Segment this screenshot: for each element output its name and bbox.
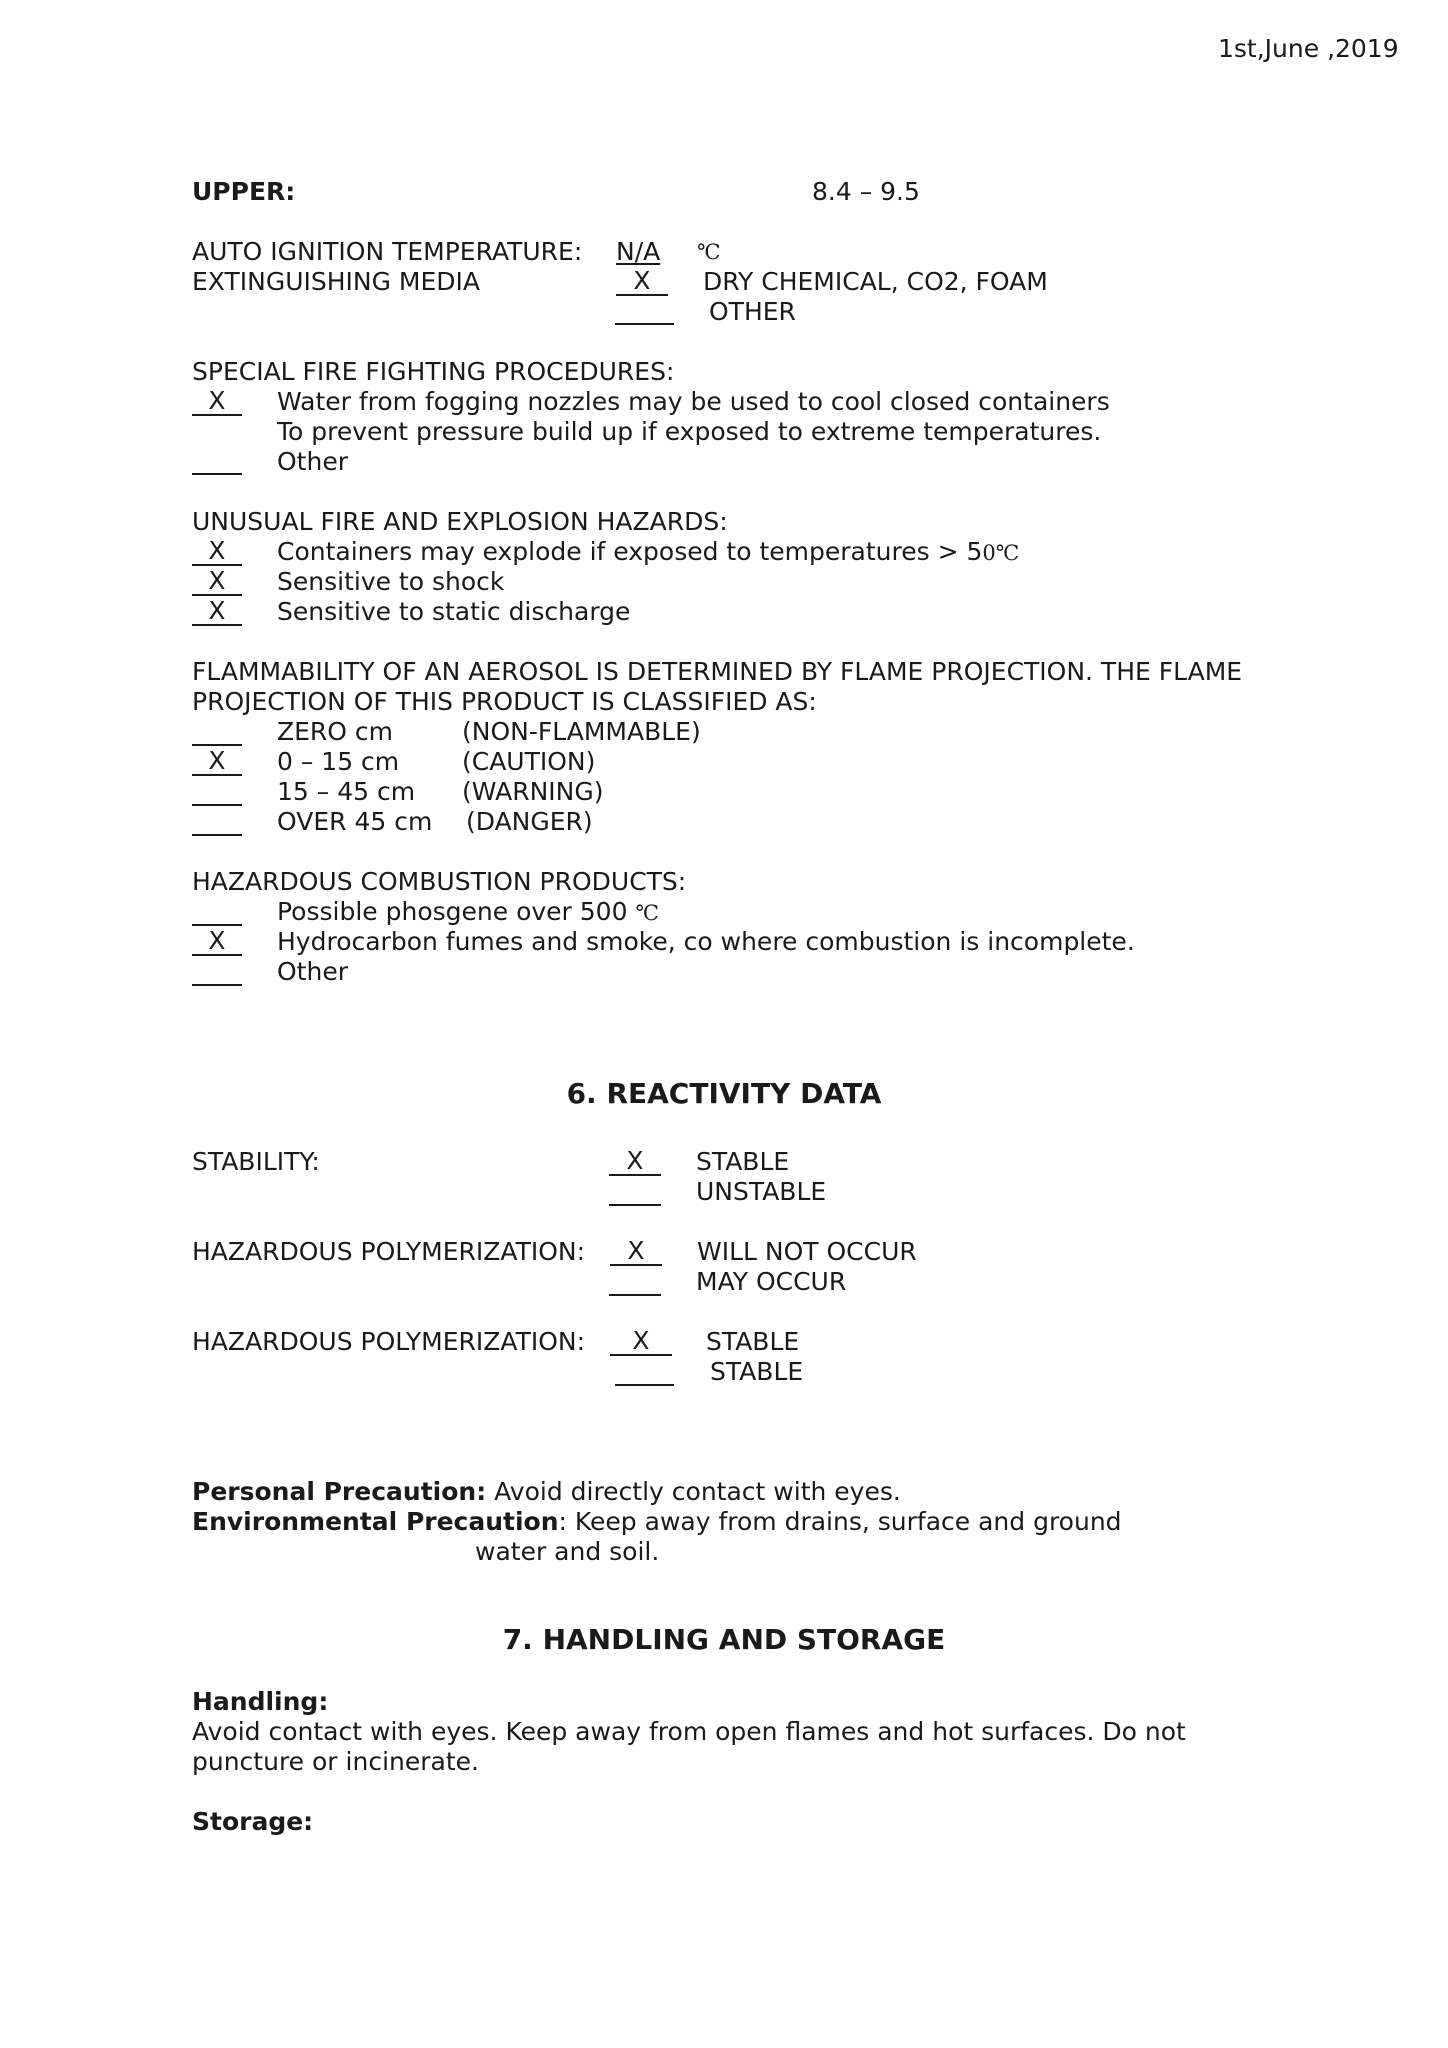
environmental-precaution (192, 1507, 1122, 1537)
polymerization-1-mark-2 (609, 1268, 661, 1296)
auto-ignition-label: AUTO IGNITION TEMPERATURE: (192, 237, 583, 266)
unusual-item-2: Sensitive to shock (277, 567, 505, 596)
combustion-title: HAZARDOUS COMBUSTION PRODUCTS: (192, 867, 687, 896)
unusual-item-3: Sensitive to static discharge (277, 597, 631, 626)
polymerization-1-option-2: MAY OCCUR (696, 1267, 847, 1296)
environmental-precaution-cont: water and soil. (475, 1537, 660, 1566)
special-mark-1: X (192, 388, 242, 416)
unusual-item-1 (277, 537, 1019, 568)
unusual-mark-2: X (192, 568, 242, 596)
unusual-mark-1: X (192, 538, 242, 566)
unusual-item-1-temp: 0℃ (982, 541, 1020, 565)
special-item-1: Water from fogging nozzles may be used to cool closed containers (277, 387, 1110, 416)
extinguishing-label: EXTINGUISHING MEDIA (192, 267, 481, 296)
special-procedures-title: SPECIAL FIRE FIGHTING PROCEDURES: (192, 357, 675, 386)
handling-label: Handling: (192, 1687, 329, 1716)
combustion-mark-3 (192, 958, 242, 986)
flame-range-4: OVER 45 cm (277, 807, 433, 836)
flame-range-3: 15 – 45 cm (277, 777, 416, 806)
special-item-1-cont: To prevent pressure build up if exposed to extreme temperatures. (277, 417, 1102, 446)
polymerization-2-mark-2 (615, 1358, 674, 1386)
flammability-text-2: PROJECTION OF THIS PRODUCT IS CLASSIFIED AS: (192, 687, 817, 716)
stability-label: STABILITY: (192, 1147, 320, 1176)
combustion-item-2: Hydrocarbon fumes and smoke, co where combustion is incomplete. (277, 927, 1135, 956)
combustion-mark-2: X (192, 928, 242, 956)
unusual-item-1-text: Containers may explode if exposed to temperatures > 5 (277, 537, 983, 566)
environmental-precaution-text: : Keep away from drains, surface and ground (558, 1507, 1122, 1536)
stability-option-2: UNSTABLE (696, 1177, 827, 1206)
combustion-item-3: Other (277, 957, 348, 986)
flame-class-3: (WARNING) (462, 777, 604, 806)
auto-ignition-value: N/A (616, 237, 661, 266)
polymerization-2-option-1: STABLE (706, 1327, 800, 1356)
polymerization-2-option-2: STABLE (710, 1357, 804, 1386)
special-item-other: Other (277, 447, 348, 476)
flame-range-1: ZERO cm (277, 717, 394, 746)
handling-text-2: puncture or incinerate. (192, 1747, 479, 1776)
extinguishing-mark-dry: X (616, 268, 668, 296)
extinguishing-mark-other (615, 297, 674, 325)
flammability-text-1: FLAMMABILITY OF AN AEROSOL IS DETERMINED BY FLAME PROJECTION. THE FLAME (192, 657, 1243, 686)
combustion-item-1-unit: ℃ (635, 901, 659, 925)
personal-precaution-label: Personal Precaution: (192, 1477, 487, 1506)
flame-class-1: (NON-FLAMMABLE) (462, 717, 701, 746)
environmental-precaution-label: Environmental Precaution (192, 1507, 559, 1536)
flame-mark-1 (192, 718, 242, 746)
flame-mark-2: X (192, 748, 242, 776)
extinguishing-option-other: OTHER (709, 297, 796, 326)
polymerization-1-option-1: WILL NOT OCCUR (697, 1237, 917, 1266)
polymerization-label-2: HAZARDOUS POLYMERIZATION: (192, 1327, 586, 1356)
flame-mark-3 (192, 778, 242, 806)
stability-mark-2 (609, 1178, 661, 1206)
handling-text-1: Avoid contact with eyes. Keep away from open flames and hot surfaces. Do not (192, 1717, 1186, 1746)
unusual-hazards-title: UNUSUAL FIRE AND EXPLOSION HAZARDS: (192, 507, 728, 536)
auto-ignition-unit: ℃ (697, 240, 721, 264)
reactivity-heading: 6. REACTIVITY DATA (566, 1077, 882, 1110)
flame-class-2: (CAUTION) (462, 747, 596, 776)
upper-label: UPPER: (192, 177, 296, 206)
polymerization-1-mark-1: X (610, 1238, 662, 1266)
flame-range-2: 0 – 15 cm (277, 747, 400, 776)
combustion-item-1 (277, 897, 659, 928)
stability-mark-1: X (609, 1148, 661, 1176)
polymerization-label-1: HAZARDOUS POLYMERIZATION: (192, 1237, 586, 1266)
storage-label: Storage: (192, 1807, 314, 1836)
document-date: 1st,June ,2019 (1218, 34, 1399, 63)
flame-class-4: (DANGER) (466, 807, 593, 836)
special-mark-other (192, 447, 242, 475)
extinguishing-option-dry: DRY CHEMICAL, CO2, FOAM (703, 267, 1048, 296)
combustion-item-1-text: Possible phosgene over 500 (277, 897, 628, 926)
polymerization-2-mark-1: X (610, 1328, 672, 1356)
personal-precaution (192, 1477, 901, 1507)
upper-value: 8.4 – 9.5 (812, 177, 920, 206)
flame-mark-4 (192, 808, 242, 836)
unusual-mark-3: X (192, 598, 242, 626)
stability-option-1: STABLE (696, 1147, 790, 1176)
handling-heading: 7. HANDLING AND STORAGE (502, 1623, 946, 1656)
combustion-mark-1 (192, 898, 242, 926)
personal-precaution-text: Avoid directly contact with eyes. (486, 1477, 901, 1506)
